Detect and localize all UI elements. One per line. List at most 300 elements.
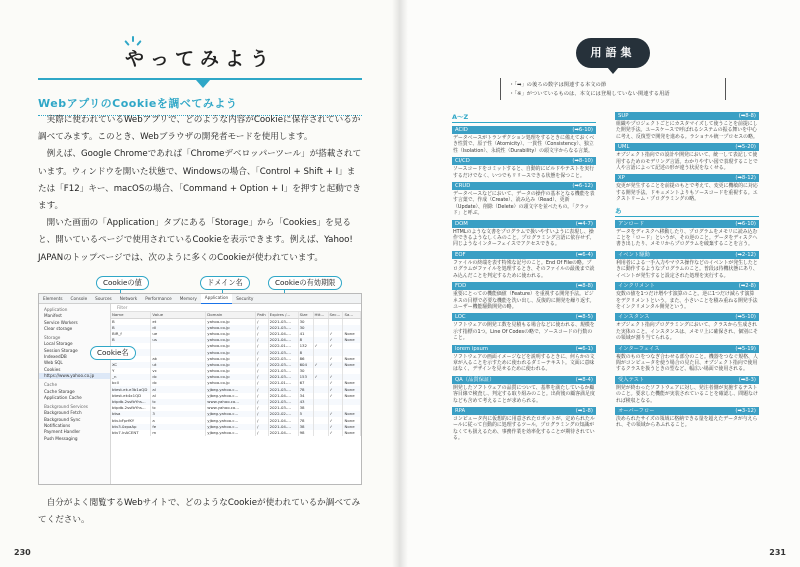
sidebar-item[interactable]: Cookies [44,366,61,372]
table-cell: yjbeg.yahoo.c... [206,424,256,430]
table-cell: / [256,424,268,430]
table-cell: 2021-04-... [268,337,298,343]
table-cell: 8 [298,349,313,355]
glossary-entry [615,112,759,140]
devtools-tab[interactable]: Application [201,293,232,304]
paragraph: 例えば、Google Chromeであれば「Chromeデベロッパーツール」が搭載されています。ウィンドウを開いた状態で、Windowsの場合、「Control + Shift + I」または「F12」キー、macOSの場合、「Command + Option + I」を押すと起動できます。 [38,149,362,212]
sidebar-item[interactable]: IndexedDB [44,354,67,360]
table-cell: yahoo.co.jp [206,337,256,343]
column-header[interactable]: Size [298,312,313,318]
glossary-badge: 用語集 [576,38,650,68]
term-name: lorem ipsum [455,345,488,352]
devtools-tab[interactable]: Performance [145,295,172,301]
column-header[interactable]: Htt... [313,312,328,318]
table-cell: / [256,356,268,362]
term-header [452,282,596,290]
table-cell: al [151,393,206,399]
table-cell: 2021-03-... [268,325,298,331]
table-cell: yahoo.co.jp [206,368,256,374]
callout-expiry: Cookieの有効期限 [268,276,342,290]
glossary-entry [452,407,596,442]
group-heading: あ [615,206,759,217]
devtools-tab[interactable]: Security [236,295,254,301]
table-cell: ✓ [328,331,343,337]
devtools-tab[interactable]: Console [70,295,88,301]
glossary-entry [615,282,759,310]
term-name: アンロード [618,220,645,227]
sidebar-item[interactable]: Manifest [44,313,62,319]
term-name: 受入テスト [618,376,645,383]
term-description: 変更が発生することを前提のもとで考えて、変更に機敏的に対応する開発手法。ドキュメントよりもソースコードを重視する。エクストリーム・プログラミングの略。 [616,183,758,203]
term-description: オブジェクト指向での設計や開発において、統一して表記して使用するためのモデリング言語。わかりやすい図で表現することで人や言語によって記述の形が違う状況をなくせる。 [616,152,758,172]
term-reference: (➡5-10) [735,314,756,321]
table-cell: ✓ [328,343,343,349]
sidebar-item[interactable]: Clear storage [44,325,73,331]
sidebar-item[interactable]: Application Cache [44,394,82,400]
term-description: 組織やプロジェクトごとにカスタマイズして使うことを前提にした開発手法。ユースケースで呼ばれるシステムの振る舞いを中心に考え、反復型で開発を進める。ラショナル統一プロセスの略。 [616,121,758,140]
term-name: オーバーフロー [618,407,655,414]
sidebar-item[interactable]: Session Storage [44,347,78,353]
paragraph: 自分がよく閲覧するWebサイトで、どのようなCookieが使われているか調べてみてください。 [38,498,361,525]
table-cell: XC [111,362,151,368]
section-title-pointer [196,80,210,88]
term-name: UML [618,144,630,151]
term-header [615,282,759,290]
table-cell: / [256,368,268,374]
table-cell: None [343,380,361,386]
term-description: 複数のものをつなぎ合わせる部分のこと。機器をつなぐ規格、人間がコンピュータを使う場合の見た目、オブジェクト指向で使用するクラスを扱うときの型など、幅広い場面で使用される。 [616,353,758,373]
table-cell: None [343,331,361,337]
table-cell: 78 [298,417,313,423]
callout-domain: ドメイン名 [200,276,250,290]
term-reference: (➡8-5) [575,314,593,321]
term-header [615,407,759,415]
devtools-sidebar [39,304,111,484]
table-cell: a [151,417,206,423]
table-cell: 30 [298,368,313,374]
term-header [615,143,759,151]
table-cell: B [111,325,151,331]
table-cell: / [256,343,268,349]
table-cell: 2021-04-... [268,417,298,423]
table-cell: al [151,386,206,392]
column-header[interactable]: Domain [206,312,256,318]
sidebar-item[interactable]: Cache Storage [44,388,75,394]
callout-cookie-name: Cookie名 [90,346,136,360]
table-cell: btest.ek4x1QD [111,393,151,399]
table-cell: ✓ [328,417,343,423]
table-cell: yjbeg.yahoo.c... [206,417,256,423]
page-number: 231 [769,548,786,557]
filter-input[interactable]: Filter [111,304,361,312]
table-cell: yahoo.co.jp [206,356,256,362]
sidebar-group-label: Background Services [44,404,88,410]
term-reference: (➡8-8) [738,113,756,119]
term-header [452,126,596,134]
term-header [452,313,596,321]
table-cell: / [256,393,268,399]
column-header[interactable]: Expires /... [268,312,298,318]
table-cell: 132 [298,343,313,349]
table-cell: None [343,386,361,392]
table-cell: / [256,325,268,331]
table-cell: 38 [298,424,313,430]
term-reference: (➡5-19) [735,345,756,352]
table-cell: / [256,362,268,368]
callout-cookie-value: Cookieの値 [96,276,149,290]
term-name: EOF [455,251,466,258]
sidebar-item[interactable]: Notifications [44,423,71,429]
table-cell: 78 [298,386,313,392]
term-reference: (➡8-10) [572,158,593,165]
table-cell: / [256,405,268,411]
table-cell: B [111,318,151,324]
term-description: データベースがトランザクション処理をするときに備えておくべき性質で、原子性（Atomicity）、一貫性（Consistency）、独立性（Isolation）、永続性（Durability）の頭文字からなる言葉。 [453,135,595,154]
column-header[interactable]: Path [256,312,268,318]
table-cell: / [256,399,268,405]
page-heading: WebアプリのCookieを調べてみよう [38,95,362,116]
table-cell: yjbeg.yahoo.c... [206,430,256,436]
term-reference: (➡6-4) [575,251,593,258]
table-cell: / [256,380,268,386]
table-cell: 2021-03-... [268,374,298,380]
glossary-entry [615,345,759,373]
term-name: インスタンス [618,314,650,321]
page-number: 230 [14,548,31,557]
sidebar-item[interactable]: Background Fetch [44,410,82,416]
paragraph: 実際に使われているWebアプリで、どのような内容がCookieに保存されているか調べてみます。このとき、Webブラウザの開発者モードを使用します。 [38,115,361,143]
term-name: CRUD [455,183,471,190]
term-reference: (➡2-8) [738,283,756,290]
table-cell: / [256,411,268,417]
right-page [400,0,800,567]
table-cell: www.yahoo.co... [206,405,256,411]
term-reference: (➡6-1) [575,345,593,352]
sidebar-group-label: Storage [44,335,61,341]
table-cell: Y [111,368,151,374]
cookie-table [111,312,361,436]
term-name: RPA [455,407,466,414]
table-cell: www.yahoo.co... [206,399,256,405]
term-header [615,345,759,353]
term-description: HTMLのような文書をプログラムで扱いやすいように表現し、操作できるようなしくみのこと。プログラミング言語に依存せず、同じようなインターフェイスでアクセスできる。 [453,228,595,248]
table-cell: 30 [298,318,313,324]
term-header [615,313,759,321]
term-description: 開発したソフトウェアの品質について、基準を満たしているか顧客目線で検査し、判定する取り組みのこと。出荷後の顧客満足度なども含めて考えることが求められる。 [453,384,595,404]
term-description: 利用者による一手入力やマウス操作などのイベントが発生したときに動作するようなプログラムのこと。普段は待機状態にあり、イベントが発生すると設定された処理を実行する。 [616,259,758,279]
term-description: ソフトウェアの開発工数を見積もる場合などに使われる、規模を示す指標の1つ。Line Of Codesの略で、ソースコードの行数のこと。 [453,322,595,342]
term-reference: (➡8-3) [738,376,756,383]
table-cell: None [343,393,361,399]
term-description: ソースコードをコミットすると、自動的にビルドやテストを実行するだけでなく、いつでもリリースできる状態を保つこと。 [453,166,595,179]
table-cell [313,430,328,436]
table-cell: 34 [298,393,313,399]
sidebar-item[interactable]: https://www.yahoo.co.jp [39,373,110,379]
glossary-note [500,78,726,100]
table-cell: 3 [151,411,206,417]
body-text [38,112,362,267]
term-reference: (➡3-12) [735,407,756,414]
table-cell: ✓ [328,411,343,417]
table-cell: 604 [298,362,313,368]
table-cell: bcll [111,380,151,386]
sidebar-item[interactable]: Service Workers [44,319,78,325]
term-reference: (➡1-8) [575,407,593,414]
sidebar-item[interactable]: Push Messaging [44,435,78,441]
table-cell: ✓ [328,374,343,380]
table-cell: 2021-04-... [268,393,298,399]
glossary-entry [615,376,759,404]
table-cell: fe [151,424,206,430]
table-cell: ✓ [328,386,343,392]
devtools-tab[interactable]: Memory [179,295,197,301]
table-cell: / [256,374,268,380]
table-cell: btv7.lnACENT [111,430,151,436]
glossary-entry [452,220,596,248]
table-cell: m [151,430,206,436]
term-name: インターフェイス [618,345,660,352]
term-reference: (➡8-4) [575,376,593,383]
term-name: XP [618,175,625,182]
table-cell: 2022-01-... [268,343,298,349]
table-cell: ✓ [328,424,343,430]
table-cell: None [343,362,361,368]
devtools-tab[interactable]: Elements [43,295,63,301]
table-cell: yahoo.co.jp [206,331,256,337]
term-reference: (➡5-20) [735,144,756,151]
term-description: ファイルの終端を表す特殊な記号のこと。End Of Fileの略。プログラムがファイルを処理するとき、そのファイルの最後まで読み込んだことを判定するために使われる。 [453,259,595,279]
term-description: 開発が終わったソフトウェアに対し、発注者側が実施するテストのこと。要求した機能が実装されていることを確認し、問題なければ検収となる。 [616,384,758,404]
table-cell: / [256,349,268,355]
table-cell: 43 [298,399,313,405]
term-header [615,220,759,228]
table-cell: 98 [298,430,313,436]
table-cell: _n [111,374,151,380]
table-cell: ✓ [328,393,343,399]
term-reference: (➡8-8) [575,283,593,290]
term-name: SUP [618,113,629,119]
column-header[interactable]: Name [111,312,151,318]
table-cell: 2021-03-... [268,399,298,405]
term-description: データベースなどにおいて、データの操作の基本となる機能を表す言葉で、作成（Create）、読み込み（Read）、更新（Update）、削除（Delete）の頭文字を並べたもの。「クラッド」と呼ぶ。 [453,191,595,217]
term-name: ACID [455,127,468,133]
table-cell: ✓ [328,430,343,436]
table-cell: / [256,337,268,343]
note-line: ・「※」がついているものは、本文には登場していない関連する用語 [509,90,670,97]
glossary-entry [452,376,596,404]
table-cell: yahoo.co.jp [206,325,256,331]
table-cell: ✓ [328,380,343,386]
table-cell: 2021-04-... [268,331,298,337]
table-cell: 41 [298,331,313,337]
table-cell: 2021-01-... [268,380,298,386]
glossary-entry [615,251,759,279]
term-reference: (➡4-7) [575,220,593,227]
group-heading: A～Z [452,112,596,123]
table-cell: ✓ [313,362,328,368]
term-name: イベント駆動 [618,251,650,258]
table-cell: 153 [298,374,313,380]
table-cell: ✓ [328,356,343,362]
table-cell: ✓ [313,343,328,349]
term-reference: (➡8-12) [735,175,756,182]
term-header [615,376,759,384]
glossary-entry [615,220,759,248]
table-cell: btv.bFprfKY [111,417,151,423]
term-header [452,376,596,384]
table-cell: btpdb.2ssfbYhs... [111,399,151,405]
table-cell: None [343,430,361,436]
sidebar-item[interactable]: Background Sync [44,416,81,422]
table-cell: B [111,337,151,343]
table-cell: ✓ [328,362,343,368]
table-cell: btest.ek.e3b1aQD [111,386,151,392]
devtools-main [111,304,361,484]
term-header [452,407,596,415]
glossary-entry [452,345,596,373]
table-cell: / [256,386,268,392]
glossary-entry [452,182,596,217]
term-reference: (➡6-12) [572,183,593,190]
table-cell: ✓ [313,374,328,380]
glossary-entry [615,407,759,429]
table-cell: dc [151,380,206,386]
term-header [452,182,596,190]
table-cell: yahoo.co.jp [206,343,256,349]
table-cell: 2021-03-... [268,368,298,374]
table-cell: ue [151,331,206,337]
table-cell: dl [151,325,206,331]
table-cell: 30 [298,325,313,331]
table-cell: ut [151,362,206,368]
devtools-window [38,293,362,485]
table-cell: tc [151,399,206,405]
term-description: ソフトウェアの画面イメージなどを説明するときに、何らかの文章が入ることを示すために使われるダミーテキスト。文面に意味はなく、デザインを見せるために使われる。 [453,353,595,373]
term-reference: (➡2-12) [735,251,756,258]
term-header [452,157,596,165]
table-cell: 2021-03-... [268,349,298,355]
table-cell: 2021-04-... [268,430,298,436]
table-cell: yahoo.co.jp [206,362,256,368]
table-cell: None [343,411,361,417]
table-cell: btpdb.2ssfbYhs... [111,405,151,411]
table-cell: / [256,331,268,337]
term-reference: (➡6-10) [572,127,593,133]
glossary-entry [615,174,759,202]
table-cell: / [256,417,268,423]
term-description: 決められたサイズの領域に格納できる量を超えたデータが与えられ、その領域からあふれること。 [616,415,758,429]
table-cell: 2021-03-... [268,386,298,392]
table-cell: us [151,337,206,343]
term-header [452,251,596,259]
term-header [615,112,759,120]
column-header[interactable]: Sa... [343,312,361,318]
table-cell: 2022-02-... [268,411,298,417]
glossary-entry [452,126,596,154]
term-name: DOM [455,220,468,227]
table-cell: yjbeg.yahoo.c... [206,386,256,392]
table-cell: yjbeg.yahoo.c... [206,411,256,417]
glossary-column-a [452,112,596,445]
table-cell: dc [151,374,206,380]
glossary-entry [452,251,596,279]
table-cell: yjbeg.yahoo.c... [206,393,256,399]
glossary-entry [615,313,759,341]
paragraph: 開いた画面の「Application」タブにある「Storage」から「Cookies」を見ると、開いているページで使用されているCookieを表示できます。例えば、Yahoo! JAPANのトップページでは、次のように多くのCookieが使われています。 [38,218,353,263]
column-header[interactable]: Sec... [328,312,343,318]
table-cell: None [343,417,361,423]
table-cell: btsa [111,411,151,417]
term-header [452,220,596,228]
sidebar-item[interactable]: Local Storage [44,341,73,347]
table-cell: None [343,424,361,430]
glossary-entry [615,143,759,171]
column-header[interactable]: Value [151,312,206,318]
term-header [615,251,759,259]
table-cell: yahoo.co.jp [206,374,256,380]
term-description: データをディスクへ移動したり、プログラムをメモリに読み込むことを「ロード」というが、その逆のこと。データをディスクへ書き出したり、メモリからプログラムを破棄することを言う。 [616,228,758,248]
table-cell: yahoo.co.jp [206,380,256,386]
glossary-entry [452,157,596,179]
term-description: 重要にとっての機能価値（Feature）を重視する開発手法。ビジネスの目標で必要な機能を洗い出し、反復的に開発を繰り返す。ユーザー機能駆動開発の略。 [453,291,595,310]
devtools-tabbar [39,294,361,304]
table-cell: et [151,318,206,324]
table-cell: vc [151,368,206,374]
sidebar-group-label: Application [44,307,68,312]
table-cell: 5 [298,411,313,417]
table-cell: yahoo.co.jp [206,349,256,355]
term-name: LOC [455,314,466,321]
term-name: FDD [455,283,467,290]
sidebar-item[interactable]: Web SQL [44,360,63,366]
table-cell: 2021-03-... [268,318,298,324]
table-cell: None [343,356,361,362]
term-description: 変数の値を1つだけ増やす演算のこと。逆に1つだけ減らす演算をデクリメントという。また、小さいことを積み重ねる開発手法をインクリメンタル開発という。 [616,291,758,310]
section-title: やってみよう [124,48,275,70]
table-cell: / [256,430,268,436]
table-cell: 8 [298,337,313,343]
table-cell: tc [151,405,206,411]
table-cell: 2022-03-... [268,362,298,368]
term-name: QA（品質保証） [455,376,495,383]
table-cell: 38 [298,405,313,411]
sidebar-group-label: Cache [44,382,58,388]
table-cell: 67 [298,380,313,386]
table-cell: 2021-04-... [268,424,298,430]
glossary-entry [452,282,596,310]
term-description: コンピュータ内に仮想的に用意されたロボットが、定められたルールに従って自動的に処理するツール。プログラミングの知識がなくても扱えるため、事務作業を効率化することが期待されている。 [453,415,595,442]
sidebar-item[interactable]: Payment Handler [44,429,81,435]
glossary-column-b [615,112,759,432]
term-reference: (➡6-10) [735,220,756,227]
table-cell: None [343,337,361,343]
table-cell: ✓ [328,337,343,343]
table-row[interactable] [111,430,361,436]
table-cell: ak [151,356,206,362]
devtools-tab[interactable]: Sources [95,295,112,301]
table-cell: 2021-03-... [268,405,298,411]
term-header [615,174,759,182]
footer-text [38,495,362,529]
term-description: オブジェクト指向プログラミングにおいて、クラスから生成された実体のこと。インスタンスは、メモリ上に確保され、個別にその領域が割り当てられる。 [616,322,758,342]
table-cell: BiR_f [111,331,151,337]
glossary-entry [452,313,596,341]
table-cell: / [256,318,268,324]
devtools-tab[interactable]: Network [119,295,138,301]
note-line: ・「➡」の後ろの数字は関連する本文の節 [509,82,607,88]
table-cell: 86 [298,356,313,362]
section-title-box [38,30,362,80]
